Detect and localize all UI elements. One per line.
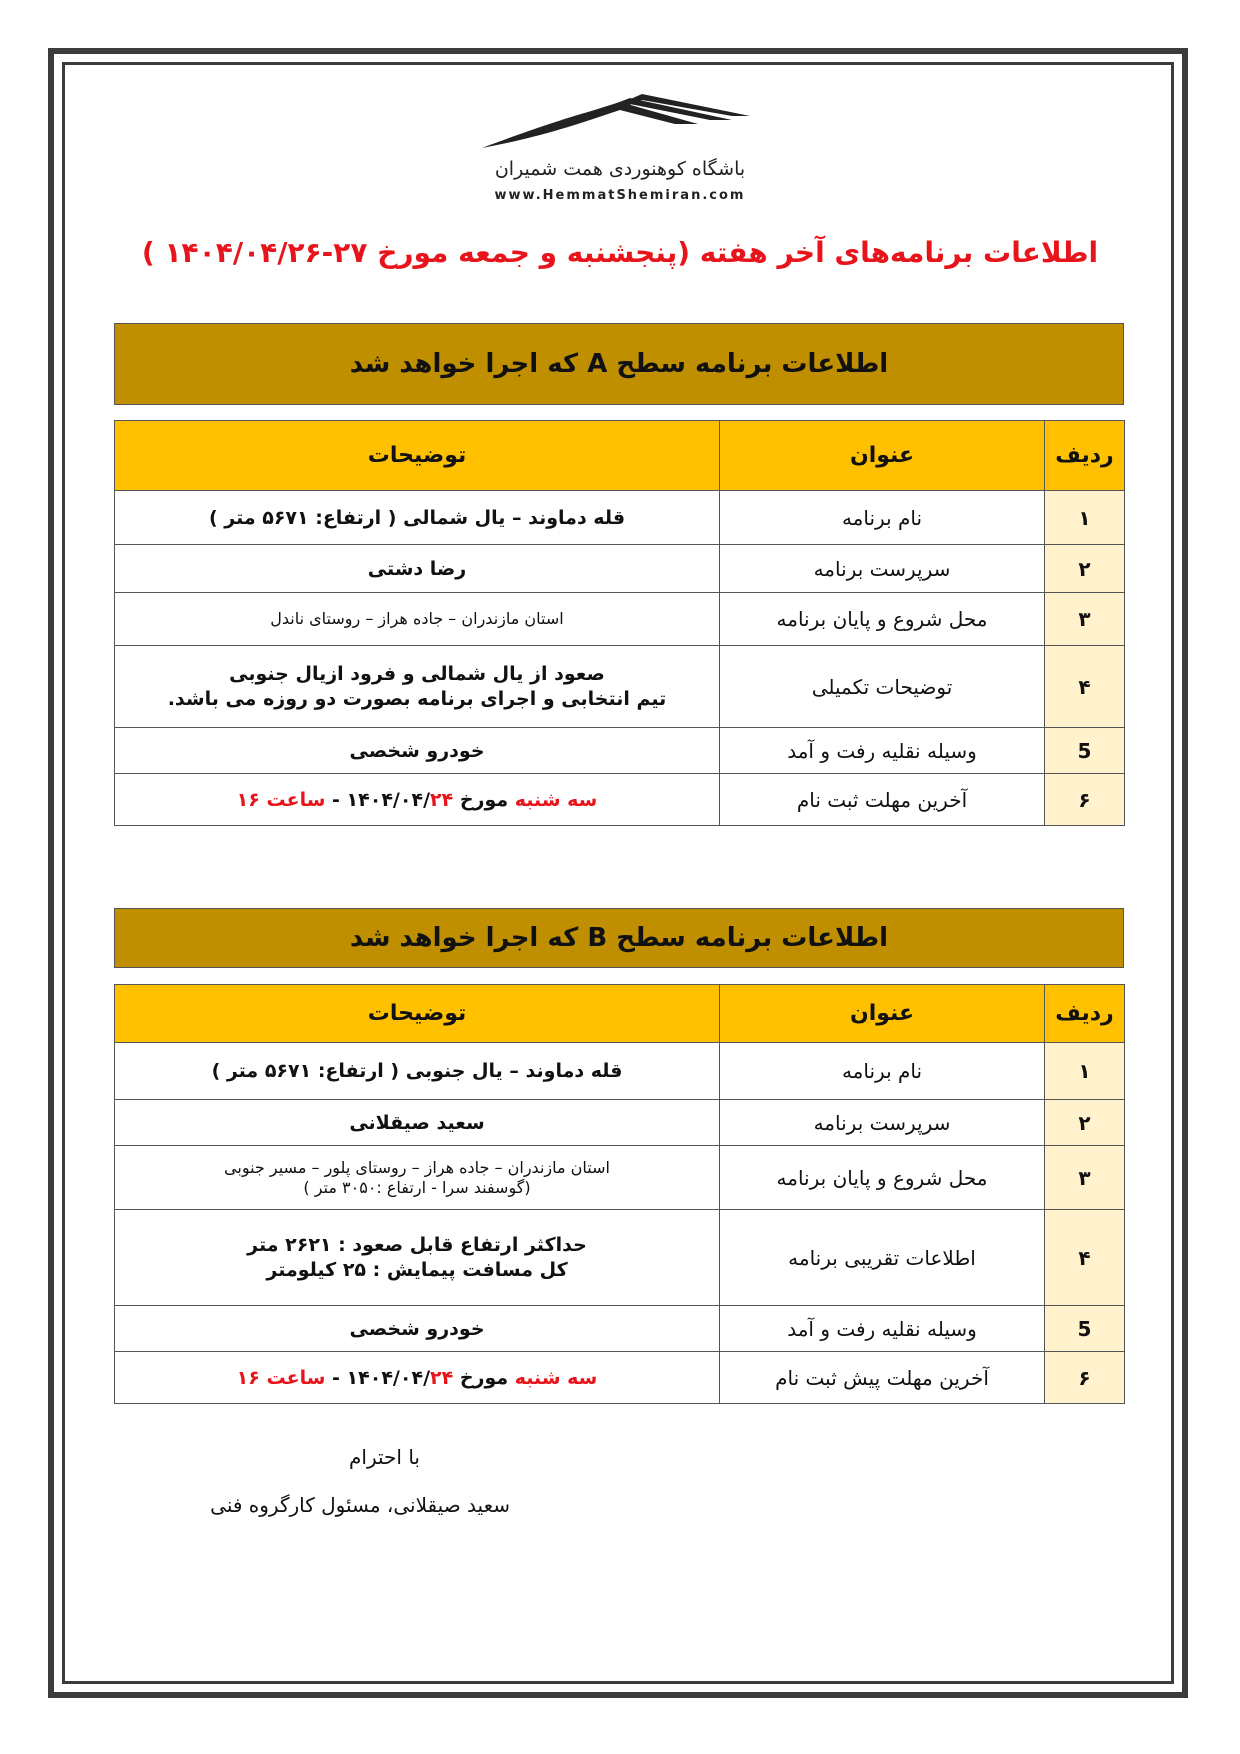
row-number: ۱ [1045, 1043, 1125, 1100]
table-row [115, 646, 1125, 728]
deadline-hour: ساعت ۱۶ [236, 788, 326, 811]
closing-greeting: با احترام [349, 1445, 420, 1469]
table-row [115, 1100, 1125, 1146]
table-row [115, 728, 1125, 774]
row-number: ۴ [1045, 1210, 1125, 1306]
deadline-date-day: ۲۴ [430, 788, 454, 811]
table-row [115, 593, 1125, 646]
table-header-row [115, 421, 1125, 491]
deadline-hour: ساعت ۱۶ [236, 1366, 326, 1389]
description-line: تیم انتخابی و اجرای برنامه بصورت دو روزه می باشد. [167, 687, 667, 710]
row-number: ۶ [1045, 1352, 1125, 1404]
deadline-date-prefix: ۱۴۰۴/۰۴/ [346, 1366, 431, 1389]
deadline-date-day: ۲۴ [430, 1366, 454, 1389]
table-row [115, 1352, 1125, 1404]
club-website[interactable]: www.HemmatShemiran.com [494, 188, 746, 203]
row-title: آخرین مهلت پیش ثبت نام [720, 1352, 1045, 1404]
row-description: خودرو شخصی [115, 1306, 720, 1352]
row-description: خودرو شخصی [115, 728, 720, 774]
deadline-date [347, 789, 454, 811]
row-description: رضا دشتی [115, 545, 720, 593]
row-title: نام برنامه [720, 1043, 1045, 1100]
row-description [115, 646, 720, 728]
row-number: 5 [1045, 1306, 1125, 1352]
header-row-number: ردیف [1045, 421, 1125, 491]
row-number: ۶ [1045, 774, 1125, 826]
description-line: حداکثر ارتفاع قابل صعود : ۲۶۲۱ متر [247, 1233, 587, 1256]
header-description: توضیحات [115, 985, 720, 1043]
row-number: ۴ [1045, 646, 1125, 728]
row-title: محل شروع و پایان برنامه [720, 593, 1045, 646]
row-number: ۲ [1045, 1100, 1125, 1146]
row-title: آخرین مهلت ثبت نام [720, 774, 1045, 826]
row-number: ۱ [1045, 491, 1125, 545]
row-description: قله دماوند – یال شمالی ( ارتفاع: ۵۶۷۱ متر ) [115, 491, 720, 545]
section-b-table [114, 984, 1125, 1404]
deadline-word: مورخ [459, 1366, 509, 1389]
row-description [115, 1146, 720, 1210]
header-description: توضیحات [115, 421, 720, 491]
deadline-word: مورخ [459, 788, 509, 811]
table-row [115, 491, 1125, 545]
row-description: سعید صیقلانی [115, 1100, 720, 1146]
deadline-separator: - [332, 1366, 340, 1389]
table-row [115, 1210, 1125, 1306]
section-a-banner: اطلاعات برنامه سطح A که اجرا خواهد شد [114, 323, 1124, 405]
row-title: سرپرست برنامه [720, 1100, 1045, 1146]
deadline-day: سه شنبه [514, 1366, 598, 1389]
deadline-date [347, 1367, 454, 1389]
header-title: عنوان [720, 421, 1045, 491]
row-description [115, 1210, 720, 1306]
closing-signature: سعید صیقلانی، مسئول کارگروه فنی [210, 1493, 510, 1517]
mountain-logo-icon [470, 90, 770, 160]
row-number: ۳ [1045, 593, 1125, 646]
table-row [115, 1306, 1125, 1352]
deadline-day: سه شنبه [514, 788, 598, 811]
club-logo [470, 90, 770, 210]
header-row-number: ردیف [1045, 985, 1125, 1043]
deadline-date-prefix: ۱۴۰۴/۰۴/ [346, 788, 431, 811]
row-title: نام برنامه [720, 491, 1045, 545]
table-header-row [115, 985, 1125, 1043]
row-title: سرپرست برنامه [720, 545, 1045, 593]
description-line: کل مسافت پیمایش : ۲۵ کیلومتر [266, 1258, 568, 1281]
table-row [115, 774, 1125, 826]
description-line: (گوسفند سرا - ارتفاع :۳۰۵۰ متر ) [303, 1177, 531, 1197]
section-a-table [114, 420, 1125, 826]
description-line: استان مازندران – جاده هراز – روستای پلور – مسیر جنوبی [224, 1157, 610, 1177]
table-row [115, 1146, 1125, 1210]
row-number: 5 [1045, 728, 1125, 774]
deadline-separator: - [332, 788, 340, 811]
row-number: ۲ [1045, 545, 1125, 593]
club-name: باشگاه کوهنوردی همت شمیران [494, 158, 746, 180]
table-row [115, 545, 1125, 593]
row-description: قله دماوند – یال جنوبی ( ارتفاع: ۵۶۷۱ متر ) [115, 1043, 720, 1100]
row-title: محل شروع و پایان برنامه [720, 1146, 1045, 1210]
row-description: استان مازندران – جاده هراز – روستای ناندل [115, 593, 720, 646]
inner-frame [62, 62, 1174, 1684]
page-title: اطلاعات برنامه‌های آخر هفته (پنجشنبه و جمعه مورخ ۲۷-۱۴۰۴/۰۴/۲۶ ) [141, 236, 1099, 269]
row-title: وسیله نقلیه رفت و آمد [720, 728, 1045, 774]
row-title: توضیحات تکمیلی [720, 646, 1045, 728]
registration-deadline [115, 774, 720, 826]
row-number: ۳ [1045, 1146, 1125, 1210]
row-title: وسیله نقلیه رفت و آمد [720, 1306, 1045, 1352]
table-row [115, 1043, 1125, 1100]
header-title: عنوان [720, 985, 1045, 1043]
registration-deadline [115, 1352, 720, 1404]
section-b-banner: اطلاعات برنامه سطح B که اجرا خواهد شد [114, 908, 1124, 968]
row-title: اطلاعات تقریبی برنامه [720, 1210, 1045, 1306]
description-line: صعود از یال شمالی و فرود ازیال جنوبی [229, 662, 605, 685]
